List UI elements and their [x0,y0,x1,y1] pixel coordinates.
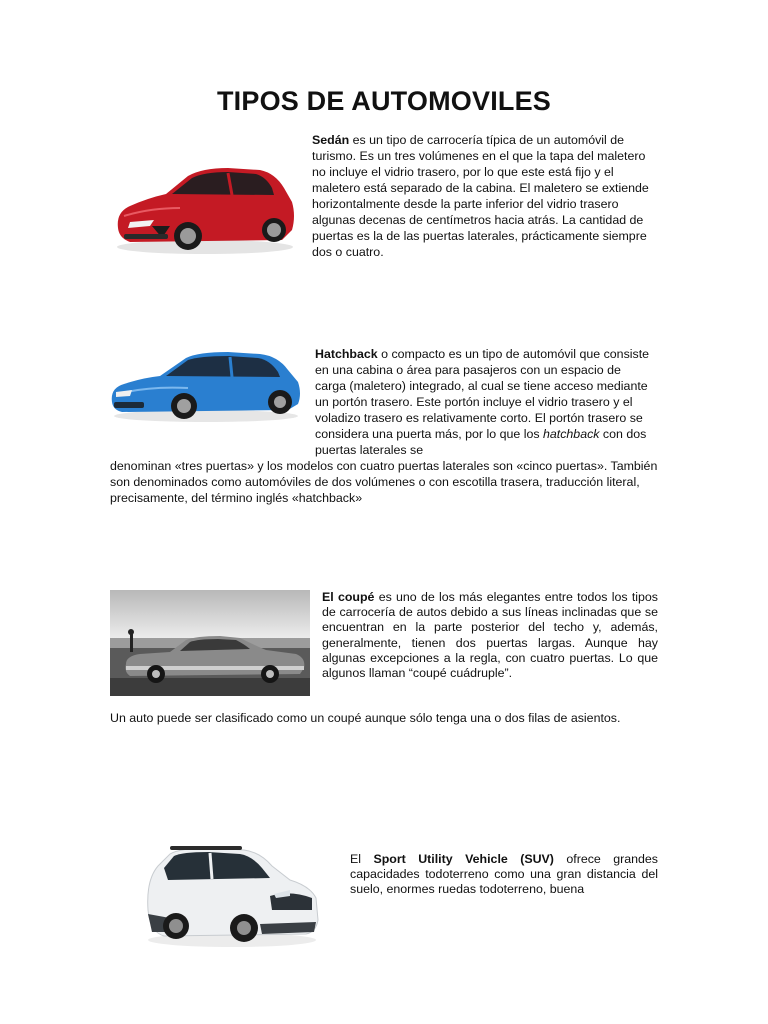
hatchback-italic: hatchback [543,427,600,441]
hatchback-paragraph [315,346,651,458]
hatchback-text-b: con dos puertas laterales se [315,427,647,457]
suv-term: Sport Utility Vehicle (SUV) [373,852,554,866]
hatchback-term: Hatchback [315,347,378,361]
coupe-paragraph [322,590,658,681]
coupe-photo [110,590,310,696]
suv-text: ofrece grandes capacidades todoterreno como una gran distancia del suelo, enormes ruedas todoterreno, buena [350,852,658,896]
hatchback-continuation-text: denominan «tres puertas» y los modelos con cuatro puertas laterales son «cinco puertas». También son denominados como automóviles de dos volúmenes o con escotilla trasera, traducción literal, precisamente, del término inglés «hatchback» [110,459,658,505]
sedan-paragraph [312,132,657,260]
white-suv-image [140,840,322,950]
suv-prefix: El [350,852,374,866]
document-title: TIPOS DE AUTOMOVILES [216,86,552,116]
coupe-text: es uno de los más elegantes entre todos los tipos de carrocería de autos debido a sus líneas inclinadas que se encuentran en la parte posterior del techo y, además, generalmente, tienen dos puertas largas. Aunque hay algunas excepciones a la regla, con cuatro puertas. Lo que algunos llaman “coupé cuádruple”. [322,590,658,681]
hatchback-continuation [110,458,660,506]
coupe-continuation [110,711,658,725]
blue-hatchback-image [108,348,304,426]
hatchback-text-a: o compacto es un tipo de automóvil que consiste en una cabina o área para pasajeros con un espacio de carga (maletero) integrado, al cual se tiene acceso mediante un portón trasero. Este portón incluye el vidrio trasero y el voladizo trasero es relativamente corto. El portón trasero se considera una puerta más, por lo que los [315,347,650,441]
sedan-text: es un tipo de carrocería típica de un automóvil de turismo. Es un tres volúmenes en el que la tapa del maletero no incluye el vidrio trasero, por lo que este está fijo y el maletero está separado de la cabina. El maletero se extiende horizontalmente desde la parte inferior del vidrio trasero algunas decenas de centímetros hacia atrás. La cantidad de puertas es la de las puertas laterales, prácticamente siempre dos o cuatro. [312,133,649,259]
suv-paragraph [350,852,658,897]
red-sedan-image [110,150,300,260]
coupe-continuation-text: Un auto puede ser clasificado como un coupé aunque sólo tenga una o dos filas de asientos. [110,711,621,725]
coupe-term: El coupé [322,590,375,604]
sedan-term: Sedán [312,133,350,147]
